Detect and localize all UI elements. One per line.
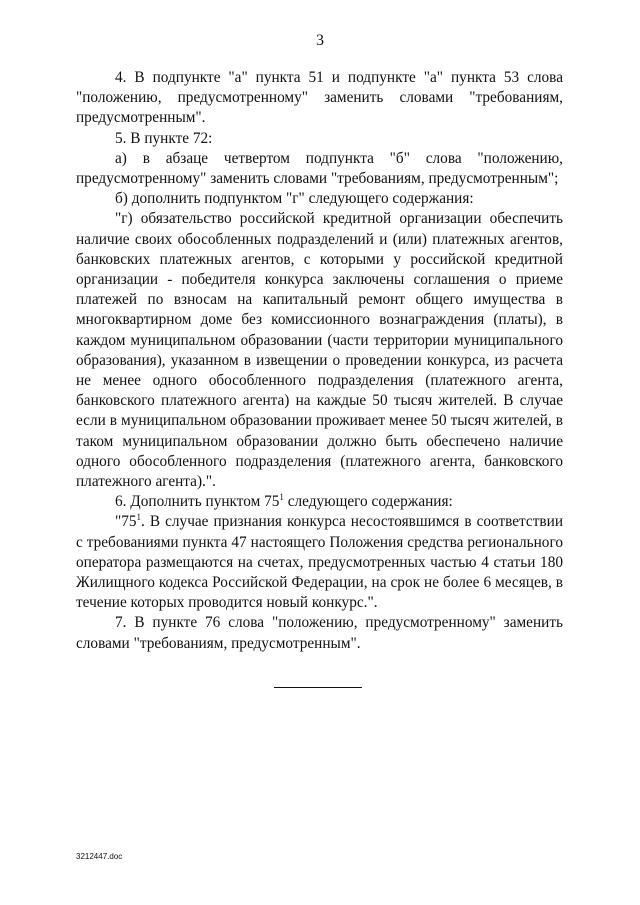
paragraph-item-5a: а) в абзаце четвертом подпункта "б" слова "положению, предусмотренному" заменить словами "требованиям, предусмотренным"; (76, 149, 563, 188)
item-6-text: 6. Дополнить пунктом 75 (115, 493, 280, 511)
item-6-text-end: следующего содержания: (283, 493, 453, 511)
paragraph-item-6 (76, 492, 563, 512)
item-75-text: "75 (115, 513, 137, 531)
item-6-superscript: 1 (279, 492, 284, 503)
paragraph-item-4: 4. В подпункте "а" пункта 51 и подпункте "а" пункта 53 слова "положению, предусмотренному" заменить словами "требованиям, предусмотренным". (76, 69, 563, 127)
paragraph-subitem-g: "г) обязательство российской кредитной организации обеспечить наличие своих обособленных подразделений и (или) платежных агентов, банковских платежных агентов, с которыми у российской кредитной организации - победителя конкурса заключены соглашения о приеме платежей по взносам на капитальный ремонт общего имущества в многоквартирном доме без комиссионного вознаграждения (платы), в каждом муниципальном образовании (части территории муниципального образования), указанном в извещении о проведении конкурса, из расчета не менее одного обособленного подразделения (платежного агента, банковского платежного агента) на каждые 50 тысяч жителей. В случае если в муниципальном образовании проживает менее 50 тысяч жителей, в таком муниципальном образовании должно быть обеспечено наличие одного обособленного подразделения (платежного агента, банковского платежного агента).". (76, 210, 563, 491)
paragraph-item-5b: б) дополнить подпунктом "г" следующего содержания: (115, 190, 474, 208)
paragraph-item-7: 7. В пункте 76 слова "положению, предусмотренному" заменить словами "требованиям, предусмотренным". (76, 614, 563, 652)
item-75-superscript: 1 (136, 512, 142, 523)
page-number: 3 (316, 32, 324, 49)
paragraph-item-5: 5. В пункте 72: (115, 129, 213, 147)
file-name-footer: 3212447.doc (76, 852, 123, 861)
end-divider-line (274, 687, 362, 688)
paragraph-item-75-1 (76, 512, 563, 613)
item-75-text-end: . В случае признания конкурса несостоявшимся в соответствии с требованиями пункта 47 настоящего Положения средства регионального оператора размещаются на счетах, предусмотренных частью 4 статьи 180 Жилищного кодекса Российской Федерации, на срок не более 6 месяцев, в течение которых проводится новый конкурс.". (76, 513, 563, 612)
document-body (76, 68, 563, 654)
